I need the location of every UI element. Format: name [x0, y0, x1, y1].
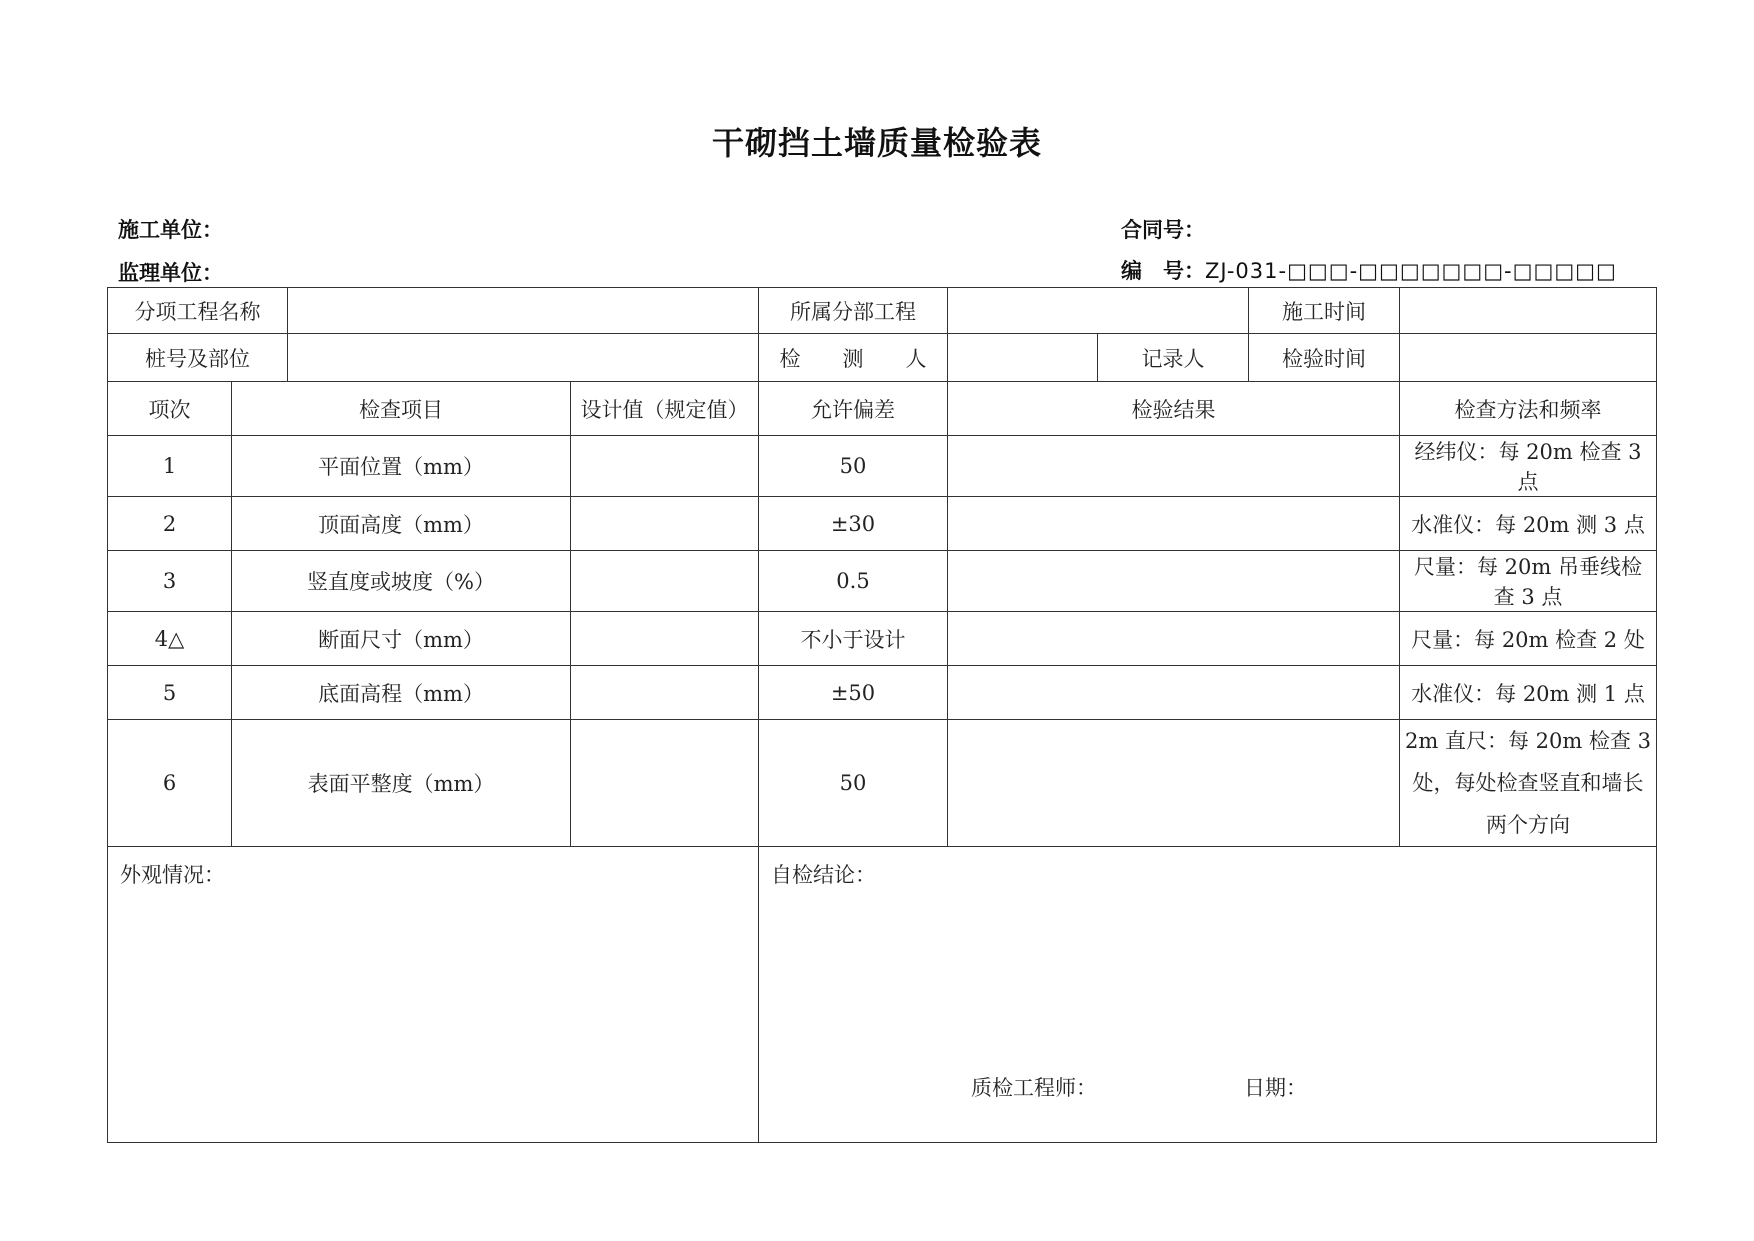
inspector-label: 检 测 人: [759, 334, 948, 382]
construction-time-label: 施工时间: [1249, 288, 1400, 334]
column-header: 设计值（规定值）: [571, 382, 759, 436]
supervision-unit-label: 监理单位：: [118, 261, 223, 285]
table-row: [108, 497, 1657, 551]
method: 水准仪：每 20m 测 3 点: [1400, 497, 1657, 551]
result-field[interactable]: [948, 436, 1400, 497]
column-header-row: [108, 382, 1657, 436]
footer-row: [108, 847, 1657, 1143]
conclusion-area[interactable]: [759, 847, 1657, 1143]
table-row: [108, 720, 1657, 847]
column-header: 检查方法和频率: [1400, 382, 1657, 436]
construction-time-field[interactable]: [1400, 288, 1657, 334]
method: 尺量：每 20m 检查 2 处: [1400, 612, 1657, 666]
item-name-label: 分项工程名称: [108, 288, 288, 334]
check-item: 断面尺寸（mm）: [232, 612, 571, 666]
inspector-field[interactable]: [948, 334, 1098, 382]
result-field[interactable]: [948, 666, 1400, 720]
check-item: 竖直度或坡度（%）: [232, 551, 571, 612]
method: 经纬仪：每 20m 检查 3 点: [1400, 436, 1657, 497]
tolerance: 不小于设计: [759, 612, 948, 666]
contract-no-label: 合同号：: [1121, 218, 1205, 242]
inspection-time-field[interactable]: [1400, 334, 1657, 382]
result-field[interactable]: [948, 720, 1400, 847]
design-value-field[interactable]: [571, 612, 759, 666]
form-number-label: 编 号：: [1121, 259, 1205, 283]
form-number-value: ZJ-031-□□□-□□□□□□□-□□□□□: [1205, 259, 1617, 283]
check-item: 底面高程（mm）: [232, 666, 571, 720]
design-value-field[interactable]: [571, 666, 759, 720]
design-value-field[interactable]: [571, 497, 759, 551]
row-number: 5: [108, 666, 232, 720]
column-header: 检查项目: [232, 382, 571, 436]
info-row-2: [108, 334, 1657, 382]
form-number: [1121, 255, 1617, 285]
row-number: 3: [108, 551, 232, 612]
quality-engineer-label: 质检工程师：: [971, 1076, 1097, 1100]
appearance-area[interactable]: [108, 847, 759, 1143]
result-field[interactable]: [948, 551, 1400, 612]
column-header: 允许偏差: [759, 382, 948, 436]
column-header: 检验结果: [948, 382, 1400, 436]
conclusion-label: 自检结论：: [771, 863, 876, 887]
table-row: [108, 436, 1657, 497]
table-row: [108, 666, 1657, 720]
recorder-label: 记录人: [1098, 334, 1249, 382]
row-number: 4△: [108, 612, 232, 666]
design-value-field[interactable]: [571, 720, 759, 847]
result-field[interactable]: [948, 612, 1400, 666]
date-label: 日期：: [1244, 1076, 1307, 1100]
check-item: 平面位置（mm）: [232, 436, 571, 497]
form-title: 干砌挡土墙质量检验表: [711, 124, 1042, 162]
row-number: 1: [108, 436, 232, 497]
tolerance: 50: [759, 436, 948, 497]
table-row: [108, 612, 1657, 666]
station-label: 桩号及部位: [108, 334, 288, 382]
tolerance: 0.5: [759, 551, 948, 612]
method: 水准仪：每 20m 测 1 点: [1400, 666, 1657, 720]
division-field[interactable]: [948, 288, 1249, 334]
inspection-time-label: 检验时间: [1249, 334, 1400, 382]
tolerance: ±50: [759, 666, 948, 720]
row-number: 2: [108, 497, 232, 551]
design-value-field[interactable]: [571, 436, 759, 497]
method: 2m 直尺：每 20m 检查 3 处，每处检查竖直和墙长两个方向: [1400, 720, 1657, 847]
method: 尺量：每 20m 吊垂线检查 3 点: [1400, 551, 1657, 612]
row-number: 6: [108, 720, 232, 847]
appearance-label: 外观情况：: [120, 863, 225, 887]
check-item: 表面平整度（mm）: [232, 720, 571, 847]
division-label: 所属分部工程: [759, 288, 948, 334]
design-value-field[interactable]: [571, 551, 759, 612]
item-name-field[interactable]: [288, 288, 759, 334]
result-field[interactable]: [948, 497, 1400, 551]
tolerance: 50: [759, 720, 948, 847]
construction-unit-label: 施工单位：: [118, 218, 223, 242]
table-row: [108, 551, 1657, 612]
column-header: 项次: [108, 382, 232, 436]
tolerance: ±30: [759, 497, 948, 551]
station-field[interactable]: [288, 334, 759, 382]
check-item: 顶面高度（mm）: [232, 497, 571, 551]
inspection-table: [107, 287, 1657, 1143]
info-row-1: [108, 288, 1657, 334]
